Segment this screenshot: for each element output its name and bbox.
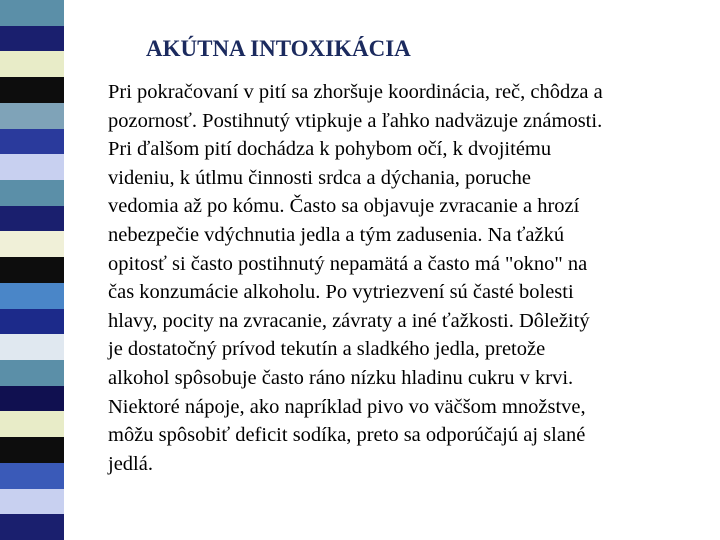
decorative-color-stripe <box>0 0 64 540</box>
stripe-block <box>0 180 64 206</box>
body-text-line: videniu, k útlmu činnosti srdca a dýchania, poruche <box>108 166 531 189</box>
stripe-block <box>0 411 64 437</box>
stripe-block <box>0 437 64 463</box>
stripe-block <box>0 154 64 180</box>
stripe-block <box>0 129 64 155</box>
body-text-line: pozornosť. Postihnutý vtipkuje a ľahko nadväzuje známosti. <box>108 109 603 132</box>
stripe-block <box>0 206 64 232</box>
body-text-line: môžu spôsobiť deficit sodíka, preto sa odporúčajú aj slané <box>108 424 586 447</box>
body-text-line: nebezpečie vdýchnutia jedla a tým zadusenia. Na ťažkú <box>108 223 565 246</box>
body-text-line: vedomia až po kómu. Často sa objavuje zvracanie a hrozí <box>108 195 580 218</box>
stripe-block <box>0 489 64 515</box>
body-text-line: čas konzumácie alkoholu. Po vytriezvení sú časté bolesti <box>108 281 574 304</box>
body-text-line: hlavy, pocity na zvracanie, závraty a iné ťažkosti. Dôležitý <box>108 309 590 332</box>
stripe-block <box>0 77 64 103</box>
stripe-block <box>0 51 64 77</box>
body-text-line: jedlá. <box>108 452 153 475</box>
stripe-block <box>0 257 64 283</box>
stripe-block <box>0 386 64 412</box>
slide-body-text <box>108 78 708 478</box>
stripe-block <box>0 0 64 26</box>
body-text-line: opitosť si často postihnutý nepamätá a často má "okno" na <box>108 252 588 275</box>
body-text-line: Niektoré nápoje, ako napríklad pivo vo väčšom množstve, <box>108 395 586 418</box>
body-text-line: Pri ďalšom pití dochádza k pohybom očí, k dvojitému <box>108 138 552 161</box>
stripe-block <box>0 309 64 335</box>
body-text-line: alkohol spôsobuje často ráno nízku hladinu cukru v krvi. <box>108 366 574 389</box>
stripe-block <box>0 283 64 309</box>
slide-title: AKÚTNA INTOXIKÁCIA <box>146 36 411 61</box>
stripe-block <box>0 360 64 386</box>
stripe-block <box>0 26 64 52</box>
stripe-block <box>0 231 64 257</box>
stripe-block <box>0 334 64 360</box>
stripe-block <box>0 514 64 540</box>
stripe-block <box>0 103 64 129</box>
body-text-line: je dostatočný prívod tekutín a sladkého jedla, pretože <box>108 338 546 361</box>
body-text-line: Pri pokračovaní v pití sa zhoršuje koordinácia, reč, chôdza a <box>108 81 603 103</box>
stripe-block <box>0 463 64 489</box>
